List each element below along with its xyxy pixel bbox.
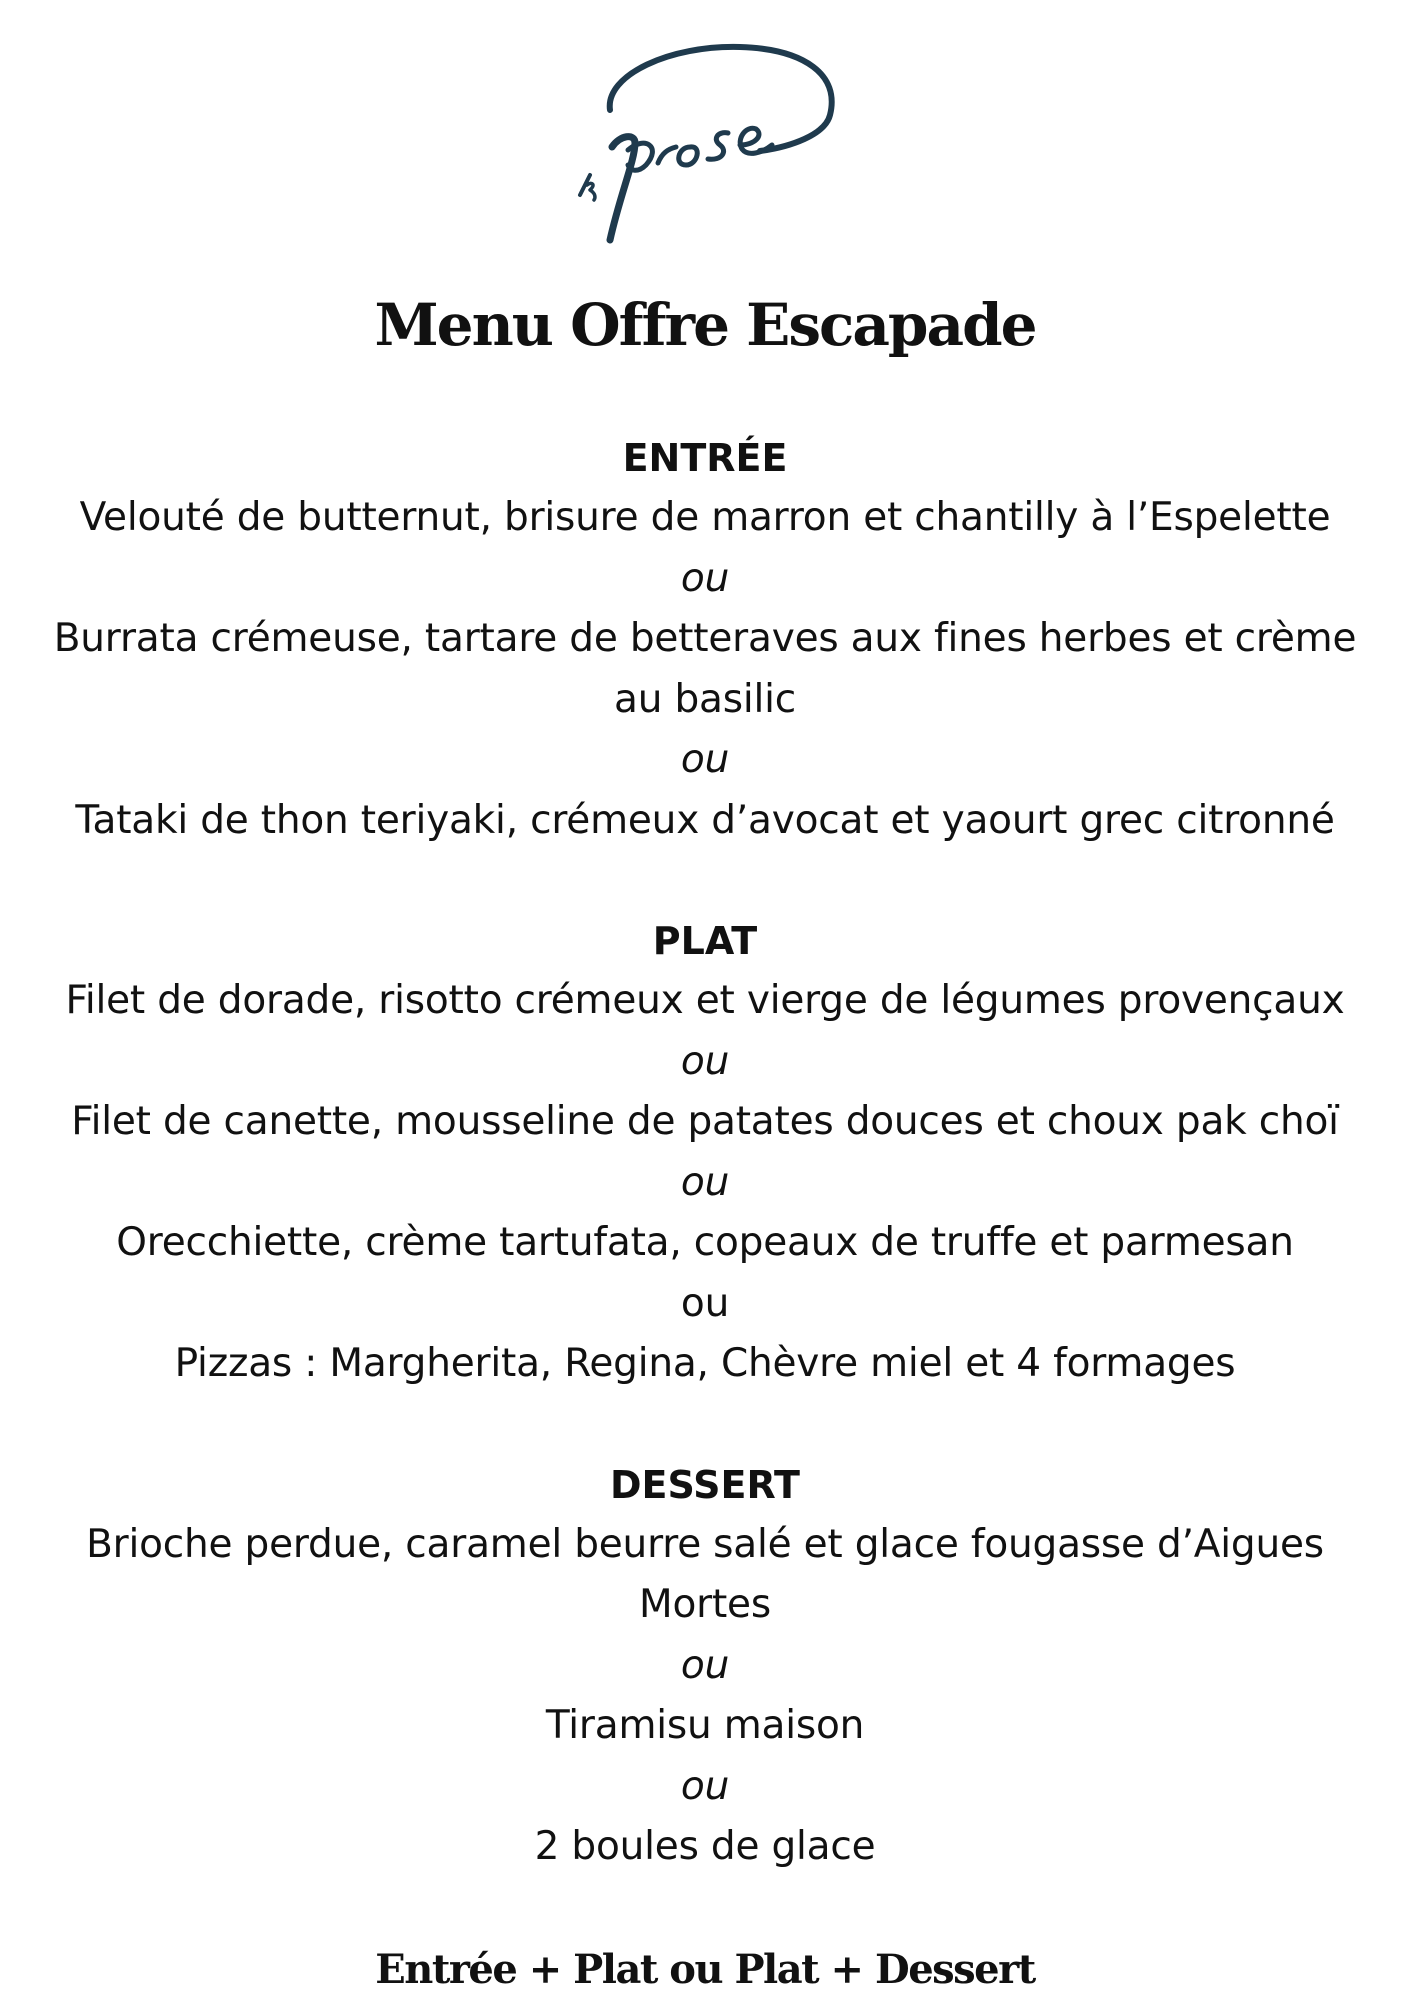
- menu-formula: Entrée + Plat ou Plat + Dessert: [375, 1946, 1035, 1993]
- separator-ou: ou: [680, 555, 730, 601]
- menu-item: 2 boules de glace: [534, 1824, 876, 1869]
- menu-title: Menu Offre Escapade: [374, 291, 1036, 359]
- menu-item-continued: Mortes: [639, 1582, 771, 1627]
- section-title-dessert: DESSERT: [610, 1462, 800, 1507]
- section-plat: [0, 911, 1410, 1395]
- menu-item: Pizzas : Margherita, Regina, Chèvre miel et 4 formages: [174, 1341, 1236, 1386]
- menu-item: Filet de dorade, risotto crémeux et vierge de légumes provençaux: [65, 978, 1345, 1023]
- menu-item: Filet de canette, mousseline de patates douces et choux pak choï: [71, 1099, 1339, 1144]
- section-dessert: [0, 1455, 1410, 1878]
- separator-ou: ou: [680, 1642, 730, 1688]
- menu-item: Tiramisu maison: [545, 1703, 865, 1748]
- menu-body: [0, 428, 1410, 1878]
- section-title-entree: ENTRÉE: [622, 436, 788, 480]
- separator-ou: ou: [680, 1763, 730, 1809]
- menu-item: Tataki de thon teriyaki, crémeux d’avocat et yaourt grec citronné: [75, 797, 1335, 843]
- section-entree: [0, 428, 1410, 851]
- menu-item: Orecchiette, crème tartufata, copeaux de truffe et parmesan: [116, 1220, 1294, 1265]
- separator-ou: ou: [680, 1038, 730, 1084]
- restaurant-logo: [550, 35, 860, 265]
- menu-item: Brioche perdue, caramel beurre salé et glace fougasse d’Aigues: [86, 1521, 1324, 1567]
- section-title-plat: PLAT: [652, 919, 758, 963]
- separator-ou: ou: [680, 737, 730, 782]
- separator-ou: ou: [680, 1159, 730, 1205]
- menu-item: Velouté de butternut, brisure de marron et chantilly à l’Espelette: [79, 495, 1331, 540]
- menu-item: Burrata crémeuse, tartare de betteraves aux fines herbes et crème: [53, 616, 1357, 661]
- separator-ou: ou: [680, 1280, 730, 1326]
- menu-item-continued: au basilic: [614, 676, 796, 722]
